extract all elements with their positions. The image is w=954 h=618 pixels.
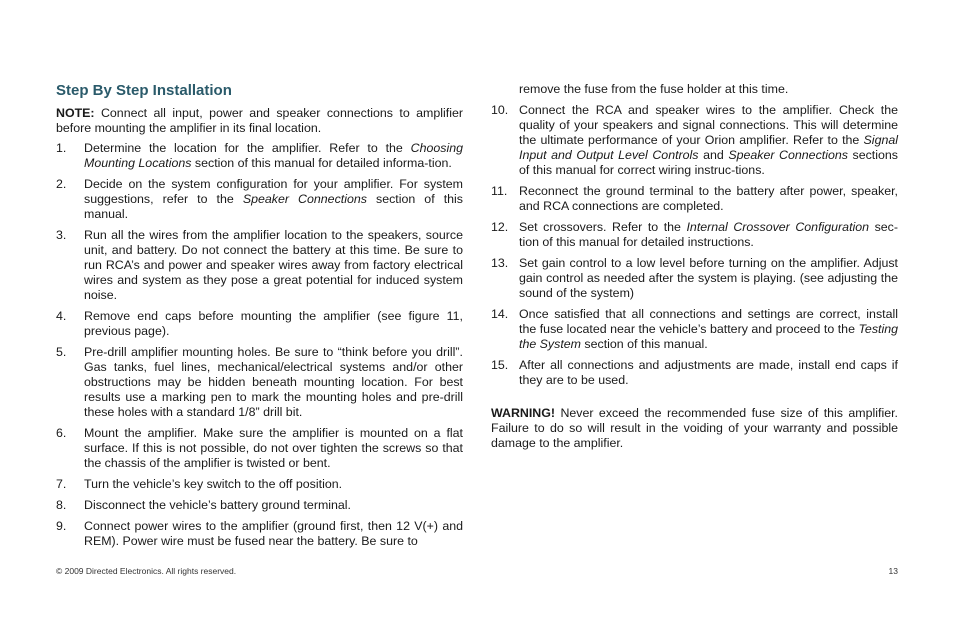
step-text-segment: Turn the vehicle’s key switch to the off position. [84,477,343,491]
list-item [491,307,898,352]
list-item [56,519,463,549]
step-number: 13. [491,256,509,270]
step-text [84,519,463,549]
step-text [519,184,898,214]
step-text-segment: section of this manual for detailed informa-tion. [191,156,452,170]
step-text-segment: Reconnect the ground terminal to the battery after power, speaker, and RCA connections are completed. [519,184,898,213]
step-number: 9. [56,519,67,533]
step-text [84,345,463,420]
list-item [491,184,898,214]
step-text-segment: Connect power wires to the amplifier (ground first, then 12 V(+) and REM). Power wire must be fused near the battery. Be sure to [84,519,463,548]
step-number: 6. [56,426,67,440]
step-text [519,358,898,388]
warning-text: Never exceed the recommended fuse size of this amplifier. Failure to do so will result in the voiding of your warranty and possible damage to the amplifier. [491,406,898,450]
list-item [56,477,463,492]
step-text [84,498,463,513]
warning-paragraph [491,406,898,451]
step-text-segment: and [698,148,729,162]
step-9-continuation: remove the fuse from the fuse holder at this time. [519,82,789,96]
list-item [56,141,463,171]
step-text-segment: section of this manual. [84,192,463,221]
warning-label: WARNING! [491,406,556,420]
step-text-italic: Internal Crossover Configuration [686,220,870,234]
step-text-segment: Run all the wires from the amplifier location to the speakers, source unit, and battery. Do not connect the battery at this time. Be sure to run RCA’s and power and speaker wires away from factory electrical wires and system as they pose a great potential for induced system noise. [84,228,463,302]
step-number: 1. [56,141,67,155]
footer-copyright: © 2009 Directed Electronics. All rights reserved. [56,566,237,576]
step-number: 11. [491,184,508,198]
step-text-segment: Set crossovers. Refer to the [519,220,687,234]
step-text-segment: sec-tion of this manual for detailed instructions. [519,220,898,249]
step-text [84,309,463,339]
step-number: 8. [56,498,67,512]
step-number: 14. [491,307,509,321]
step-text [84,228,463,303]
step-text-segment: section of this manual. [580,337,708,351]
steps-list-right [491,103,898,388]
step-number: 10. [491,103,509,117]
right-column [491,82,898,451]
step-number: 7. [56,477,67,491]
step-text-italic: Speaker Connections [242,192,367,206]
steps-list-left [56,141,463,549]
step-text-segment: Set gain control to a low level before turning on the amplifier. Adjust gain control as needed after the system is playing. (see adjusting the sound of the system) [519,256,898,300]
step-text [519,103,898,178]
list-item [491,358,898,388]
step-text-segment: After all connections and adjustments are made, install end caps if they are to be used. [519,358,898,387]
step-number: 2. [56,177,67,191]
left-column [56,82,463,555]
step-text-segment: Pre-drill amplifier mounting holes. Be sure to “think before you drill”. Gas tanks, fuel lines, mechanical/electrical systems and/or other obstructions may be hidden beneath mounting location. For best results use a marking pen to mark the mounting holes and pre-drill these holes with a standard 1/8” drill bit. [84,345,463,419]
list-item [56,426,463,471]
step-text [84,177,463,222]
step-text [519,256,898,301]
note-paragraph [56,106,463,136]
step-text-segment: Once satisfied that all connections and settings are correct, install the fuse located near the vehicle’s battery and proceed to the [519,307,898,336]
step-text-segment: Decide on the system configuration for your amplifier. For system suggestions, refer to the [84,177,463,206]
note-text: Connect all input, power and speaker connections to amplifier before mounting the amplifier in its final location. [56,106,463,135]
step-text-italic: Speaker Connections [728,148,848,162]
step-number: 3. [56,228,67,242]
page-number: 13 [888,566,898,576]
list-item [56,498,463,513]
list-item [491,103,898,178]
step-text [84,477,463,492]
list-item [491,256,898,301]
step-text-segment: Determine the location for the amplifier. Refer to the [84,141,411,155]
step-text [84,141,463,171]
list-item [56,177,463,222]
step-number: 4. [56,309,67,323]
step-text [519,220,898,250]
page-title: Step By Step Installation [56,82,232,99]
step-text-segment: Disconnect the vehicle’s battery ground terminal. [84,498,351,512]
note-label: NOTE: [56,106,95,120]
step-text-segment: Connect the RCA and speaker wires to the amplifier. Check the quality of your speakers and signal connections. This will determine the ultimate performance of your Orion amplifier. Refer to the [519,103,898,147]
step-text-italic: Signal Input and Output Level Controls [519,133,898,162]
list-item [56,345,463,420]
step-text-segment: sections of this manual for correct wiring instruc-tions. [519,148,898,177]
step-text-segment: Mount the amplifier. Make sure the amplifier is mounted on a flat surface. If this is not possible, do not over tighten the screws so that the chassis of the amplifier is twisted or bent. [84,426,463,470]
step-text-italic: Choosing Mounting Locations [84,141,463,170]
step-number: 15. [491,358,509,372]
step-text [519,307,898,352]
list-item [491,220,898,250]
step-text [84,426,463,471]
list-item [56,228,463,303]
step-number: 12. [491,220,509,234]
step-number: 5. [56,345,67,359]
step-text-segment: Remove end caps before mounting the amplifier (see figure 11, previous page). [84,309,463,338]
list-item [56,309,463,339]
step-text-italic: Testing the System [519,322,898,351]
